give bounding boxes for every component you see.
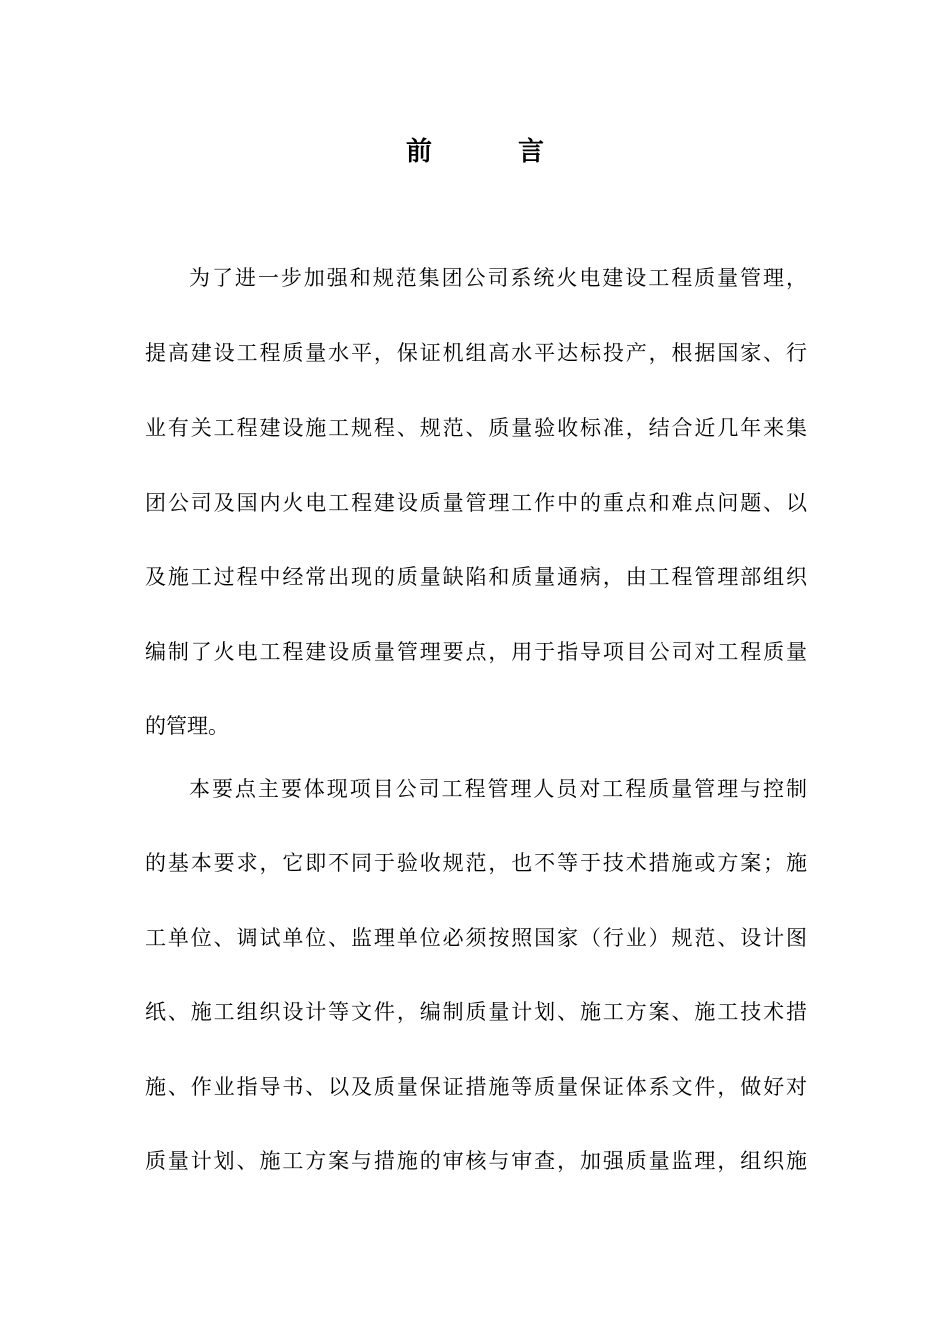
paragraph-1-line-3: 业有关工程建设施工规程、规范、质量验收标准，结合近几年来集	[145, 416, 807, 440]
paragraph-1-line-4: 团公司及国内火电工程建设质量管理工作中的重点和难点问题、以	[145, 491, 807, 515]
paragraph-2-line-3: 工单位、调试单位、监理单位必须按照国家（行业）规范、设计图	[145, 926, 807, 950]
paragraph-2-line-4: 纸、施工组织设计等文件，编制质量计划、施工方案、施工技术措	[145, 1000, 807, 1024]
paragraph-1-line-5: 及施工过程中经常出现的质量缺陷和质量通病，由工程管理部组织	[145, 565, 807, 589]
paragraph-1-line-7: 的管理。	[145, 714, 229, 738]
page-title: 前 言	[405, 137, 574, 167]
paragraph-1-line-2: 提高建设工程质量水平，保证机组高水平达标投产，根据国家、行	[145, 341, 807, 365]
paragraph-2-line-2: 的基本要求，它即不同于验收规范，也不等于技术措施或方案；施	[145, 851, 807, 875]
paragraph-2-line-5: 施、作业指导书、以及质量保证措施等质量保证体系文件，做好对	[145, 1075, 807, 1099]
paragraph-1-line-1: 为了进一步加强和规范集团公司系统火电建设工程质量管理，	[189, 266, 807, 290]
paragraph-2-line-6: 质量计划、施工方案与措施的审核与审查，加强质量监理，组织施	[145, 1149, 807, 1173]
paragraph-2-line-1: 本要点主要体现项目公司工程管理人员对工程质量管理与控制	[189, 777, 807, 801]
paragraph-1-line-6: 编制了火电工程建设质量管理要点，用于指导项目公司对工程质量	[145, 640, 807, 664]
